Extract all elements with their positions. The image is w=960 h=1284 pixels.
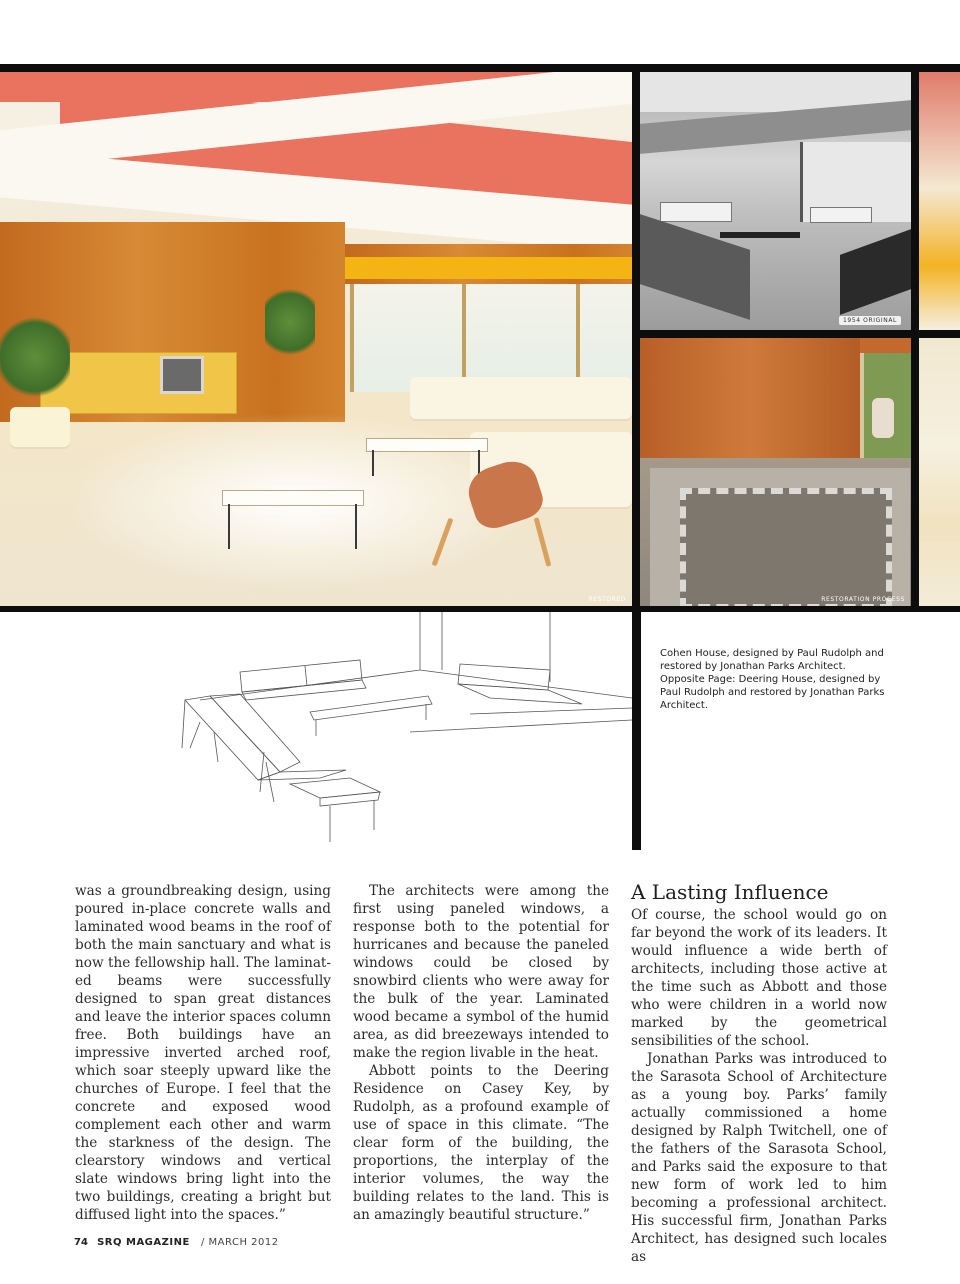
chair [10, 407, 70, 447]
original-label: 1954 ORIGINAL [839, 316, 901, 325]
text-column-3 [631, 880, 887, 1266]
paragraph: was a groundbreaking design, using poured in-place concrete walls and laminated wood beams in the roof of both the main sanctuary and what is now the fellowship hall. The laminated beams were successfully designed to span great distances and leave the interior spaces column free. Both buildings have an impressive inverted arched roof, which soar steeply upward like the churches of Europe. I feel that the concrete and exposed wood complement each other and warm the starkness of the design. The clearstory windows and vertical slate windows bring light into the two buildings, creating a bright but diffused light into the spaces.” [75, 883, 331, 1223]
paragraph: The architects were among the first using paneled windows, a response both to the potential for hurricanes and because the paneled windows could be closed by snowbird clients who were away for the bulk of the year. Laminated wood became a symbol of the humid area, as did breezeways intended to make the region livable in the heat. [353, 883, 609, 1061]
worker [872, 398, 894, 438]
sofa [840, 229, 911, 315]
table-leg [372, 450, 374, 476]
plant [0, 312, 70, 402]
restored-interior-photo [0, 72, 632, 606]
coffee-table [720, 232, 800, 238]
coffee-table [366, 438, 488, 452]
sofa [410, 377, 632, 419]
restoration-process-photo [640, 338, 911, 606]
adjacent-photo-strip [919, 338, 960, 606]
section-heading: A Lasting Influence [631, 880, 829, 904]
window [462, 284, 576, 384]
paragraph: Of course, the school would go on far beyond the work of its leaders. It would influence a wide berth of architects, including those active at the time such as Abbott and those who were children in a world now marked by the geometrical sensibilities of the school. [631, 907, 887, 1049]
side-table [222, 490, 364, 506]
orange-fascia [345, 257, 632, 279]
paragraph: Abbott points to the Deering Residence on Casey Key, by Rudolph, as a profound example of use of space in this climate. “The clear form of the building, the proportions, the interplay of the interior volumes, the way the building relates to the land. This is an amazingly beautiful structure.” [353, 1063, 609, 1223]
issue-date: / MARCH 2012 [201, 1237, 279, 1248]
sofa [660, 202, 732, 222]
window [576, 284, 632, 384]
page-number: 74 [74, 1237, 88, 1248]
table-leg [228, 504, 230, 549]
text-column-2 [353, 882, 609, 1224]
paragraph: Jonathan Parks was introduced to the Sarasota School of Architecture as a young boy. Parks’ family actually commissioned a home designed by Ralph Twitchell, one of the fathers of the Sarasota School, and Parks said the exposure to that new form of work led to him becoming a professional architect. His successful firm, Jonathan Parks Architect, has designed such locales as [631, 1051, 887, 1265]
plant [265, 282, 315, 362]
restored-label: RESTORED [588, 596, 626, 603]
window [350, 284, 462, 392]
magazine-name: SRQ MAGAZINE [97, 1237, 190, 1248]
sofa [640, 214, 750, 320]
process-label: RESTORATION PROCESS [821, 596, 905, 603]
adjacent-photo-strip [919, 72, 960, 330]
photo-caption: Cohen House, designed by Paul Rudolph and restored by Jonathan Parks Architect. Opposite Page: Deering House, designed by Paul Rudolph and restored by Jonathan Parks Architect. [660, 648, 885, 711]
vertical-divider-bar [632, 606, 641, 850]
text-column-1 [75, 882, 331, 1224]
original-1954-photo [640, 72, 911, 330]
line-drawing-sketch [170, 612, 632, 848]
floor-demolition [680, 488, 892, 606]
page-footer [74, 1237, 279, 1248]
table-leg [355, 504, 357, 549]
tv [160, 356, 204, 394]
wood-wall [640, 338, 860, 458]
sofa [810, 207, 872, 223]
